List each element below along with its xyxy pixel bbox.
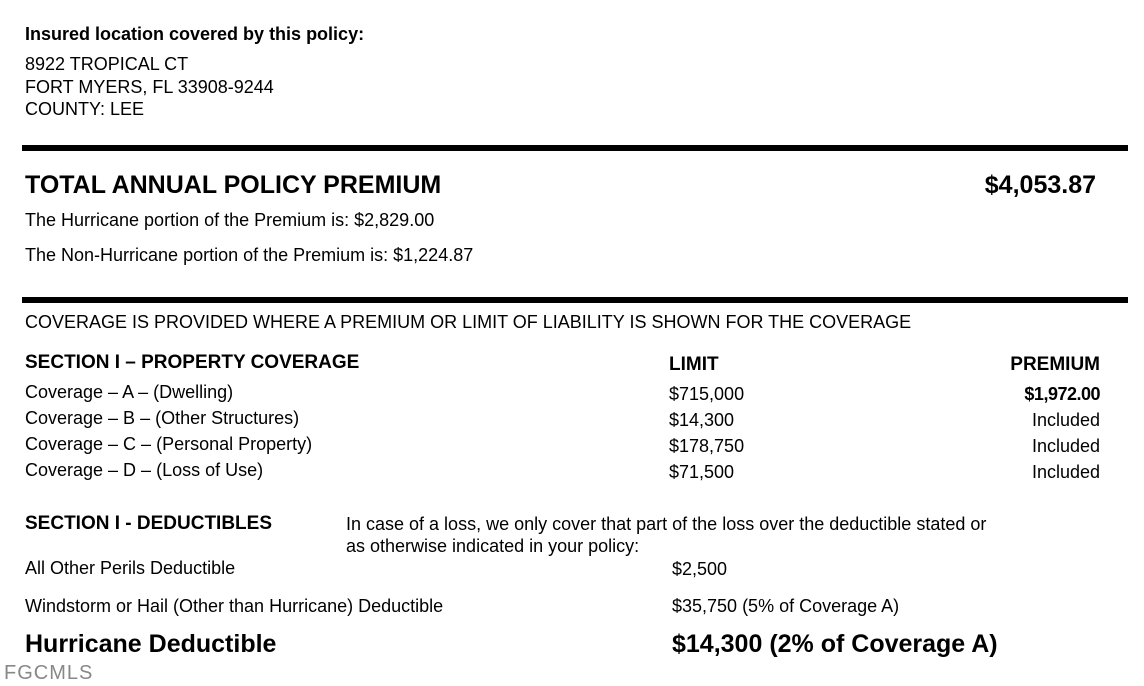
- deductibles-note-line2: as otherwise indicated in your policy:: [346, 536, 640, 556]
- section1-title: SECTION I – PROPERTY COVERAGE: [25, 352, 360, 373]
- coverage-premium: $1,972.00: [1024, 384, 1100, 404]
- deductibles-title: SECTION I - DEDUCTIBLES: [25, 513, 273, 534]
- coverage-label: Coverage – D – (Loss of Use): [25, 460, 264, 480]
- hurricane-deductible-label: Hurricane Deductible: [25, 630, 277, 658]
- coverage-limit: $14,300: [669, 410, 735, 430]
- hurricane-portion: The Hurricane portion of the Premium is: $2,829.00: [25, 210, 435, 230]
- coverage-limit: $715,000: [669, 384, 745, 404]
- coverage-premium: Included: [1031, 462, 1100, 482]
- coverage-limit: $71,500: [669, 462, 735, 482]
- coverage-notice: COVERAGE IS PROVIDED WHERE A PREMIUM OR LIMIT OF LIABILITY IS SHOWN FOR THE COVERAGE: [25, 312, 912, 332]
- windstorm-label: Windstorm or Hail (Other than Hurricane) Deductible: [25, 596, 444, 616]
- address-line-1: 8922 TROPICAL CT: [25, 54, 189, 74]
- premium-header: PREMIUM: [1010, 354, 1100, 375]
- county: COUNTY: LEE: [25, 99, 145, 119]
- coverage-premium: Included: [1031, 410, 1100, 430]
- coverage-limit: $178,750: [669, 436, 745, 456]
- address-line-2: FORT MYERS, FL 33908-9244: [25, 77, 274, 97]
- premium-total: $4,053.87: [984, 171, 1096, 199]
- watermark: FGCMLS: [4, 662, 94, 684]
- all-other-perils-label: All Other Perils Deductible: [25, 558, 236, 578]
- coverage-label: Coverage – C – (Personal Property): [25, 434, 313, 454]
- all-other-perils-value: $2,500: [672, 559, 728, 579]
- divider-top: [22, 145, 1128, 151]
- deductibles-note-line1: In case of a loss, we only cover that part of the loss over the deductible stated or: [346, 514, 987, 534]
- limit-header: LIMIT: [669, 354, 719, 375]
- coverage-label: Coverage – A – (Dwelling): [25, 382, 234, 402]
- premium-title: TOTAL ANNUAL POLICY PREMIUM: [25, 171, 442, 199]
- coverage-premium: Included: [1031, 436, 1100, 456]
- hurricane-deductible-value: $14,300 (2% of Coverage A): [672, 630, 998, 658]
- non-hurricane-portion: The Non-Hurricane portion of the Premium is: $1,224.87: [25, 245, 474, 265]
- divider-middle: [22, 297, 1128, 303]
- windstorm-value: $35,750 (5% of Coverage A): [672, 596, 900, 616]
- location-heading: Insured location covered by this policy:: [25, 24, 365, 44]
- coverage-label: Coverage – B – (Other Structures): [25, 408, 300, 428]
